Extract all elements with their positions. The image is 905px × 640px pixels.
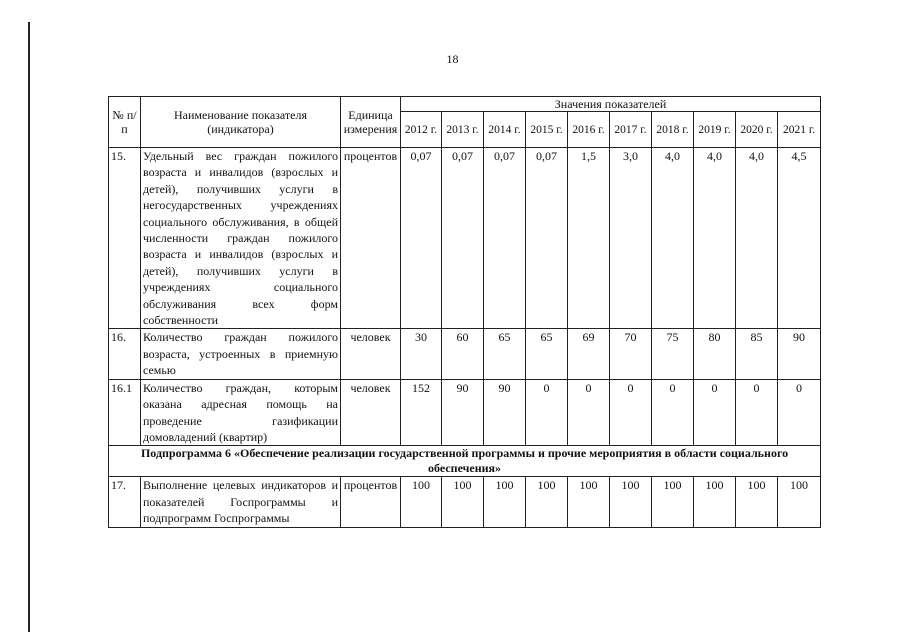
value-cell: 4,0 (736, 148, 778, 329)
value-cell: 100 (484, 477, 526, 527)
unit-cell: человек (341, 329, 401, 379)
unit-cell: человек (341, 379, 401, 446)
header-year: 2012 г. (401, 112, 442, 148)
value-cell: 90 (778, 329, 821, 379)
value-cell: 100 (694, 477, 736, 527)
header-year: 2018 г. (652, 112, 694, 148)
value-cell: 4,0 (652, 148, 694, 329)
header-year: 2014 г. (484, 112, 526, 148)
header-year: 2019 г. (694, 112, 736, 148)
value-cell: 4,0 (694, 148, 736, 329)
header-year: 2016 г. (568, 112, 610, 148)
value-cell: 100 (778, 477, 821, 527)
value-cell: 0 (610, 379, 652, 446)
value-cell: 3,0 (610, 148, 652, 329)
section-row (109, 446, 821, 477)
table-row (109, 148, 821, 329)
value-cell: 1,5 (568, 148, 610, 329)
value-cell: 0 (736, 379, 778, 446)
value-cell: 100 (736, 477, 778, 527)
value-cell: 100 (568, 477, 610, 527)
value-cell: 0 (526, 379, 568, 446)
indicator-name: Количество граждан пожилого возраста, устроенных в приемную семью (141, 329, 341, 379)
table-row (109, 379, 821, 446)
value-cell: 60 (442, 329, 484, 379)
value-cell: 75 (652, 329, 694, 379)
indicator-name: Удельный вес граждан пожилого возраста и инвалидов (взрослых и детей), получивших услуги в негосударственных учреждениях социального обслуживания, в общей численности граждан пожилого возраста и инвалидов (взрослых и детей), получивших услуги в учреждениях социального обслуживания всех форм собственности (141, 148, 341, 329)
table-row (109, 477, 821, 527)
value-cell: 65 (526, 329, 568, 379)
page-number: 18 (446, 52, 459, 66)
value-cell: 100 (610, 477, 652, 527)
value-cell: 4,5 (778, 148, 821, 329)
indicator-name: Количество граждан, которым оказана адресная помощь на проведение газификации домовладений (квартир) (141, 379, 341, 446)
value-cell: 80 (694, 329, 736, 379)
value-cell: 100 (526, 477, 568, 527)
row-number: 16.1 (109, 379, 141, 446)
value-cell: 0 (568, 379, 610, 446)
value-cell: 69 (568, 329, 610, 379)
header-year: 2020 г. (736, 112, 778, 148)
header-year: 2013 г. (442, 112, 484, 148)
row-number: 16. (109, 329, 141, 379)
unit-cell: процентов (341, 477, 401, 527)
value-cell: 0,07 (484, 148, 526, 329)
value-cell: 70 (610, 329, 652, 379)
row-number: 17. (109, 477, 141, 527)
value-cell: 0,07 (401, 148, 442, 329)
value-cell: 85 (736, 329, 778, 379)
value-cell: 0 (778, 379, 821, 446)
value-cell: 0,07 (526, 148, 568, 329)
value-cell: 100 (652, 477, 694, 527)
row-number: 15. (109, 148, 141, 329)
value-cell: 30 (401, 329, 442, 379)
left-margin-line (28, 22, 30, 632)
value-cell: 100 (401, 477, 442, 527)
header-year: 2017 г. (610, 112, 652, 148)
value-cell: 90 (484, 379, 526, 446)
unit-cell: процентов (341, 148, 401, 329)
value-cell: 90 (442, 379, 484, 446)
header-values-group: Значения показателей (401, 97, 821, 112)
table-row (109, 329, 821, 379)
value-cell: 0 (652, 379, 694, 446)
header-num: № п/п (109, 97, 141, 148)
value-cell: 0,07 (442, 148, 484, 329)
header-name: Наименование показателя (индикатора) (141, 97, 341, 148)
value-cell: 0 (694, 379, 736, 446)
header-unit: Единица измерения (341, 97, 401, 148)
header-year: 2015 г. (526, 112, 568, 148)
subprogram-heading: Подпрограмма 6 «Обеспечение реализации государственной программы и прочие мероприятия в области социального обеспечения» (109, 446, 821, 477)
value-cell: 152 (401, 379, 442, 446)
value-cell: 100 (442, 477, 484, 527)
value-cell: 65 (484, 329, 526, 379)
header-year: 2021 г. (778, 112, 821, 148)
indicators-table (108, 96, 821, 528)
indicator-name: Выполнение целевых индикаторов и показателей Госпрограммы и подпрограмм Госпрограммы (141, 477, 341, 527)
